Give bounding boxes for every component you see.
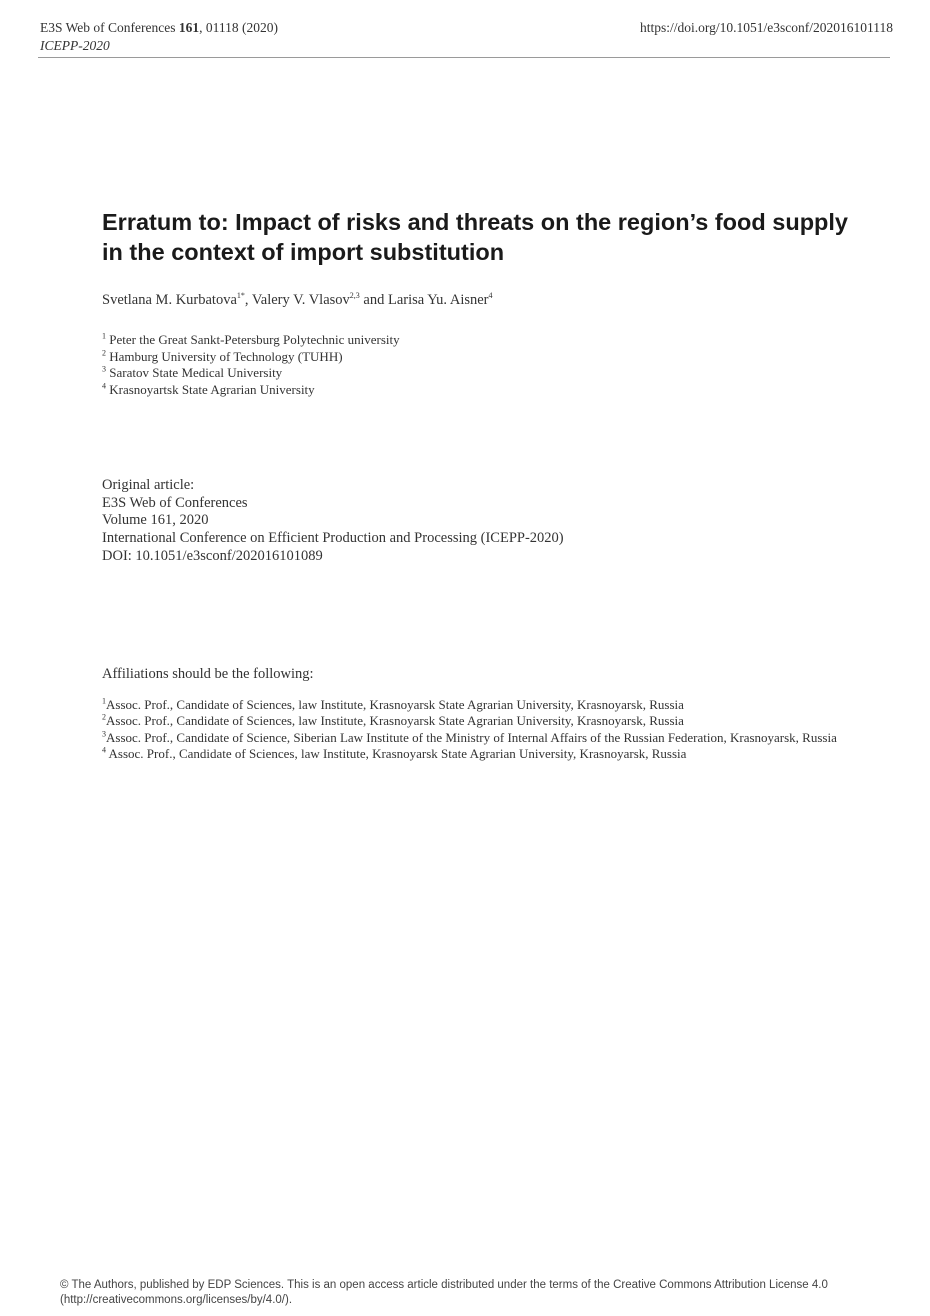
author: Larisa Yu. Aisner$^4$: [387, 291, 493, 308]
header-divider: [38, 57, 890, 58]
original-article-volume: Volume 161, 2020: [102, 512, 209, 529]
journal-volume: 161: [178, 20, 200, 35]
affiliation-item: $^1$ Peter the Great Sankt-Petersburg Polytechnic university: [102, 331, 400, 347]
license-footer: [60, 1278, 877, 1308]
license-text: © The Authors, published by EDP Sciences. This is an open access article distributed under the terms of the Creative Commons Attribution License 4.0: [60, 1279, 828, 1291]
original-article-info: [102, 477, 564, 566]
license-url[interactable]: (http://creativecommons.org/licenses/by/4.0/).: [60, 1294, 293, 1306]
conference-name: ICEPP-2020: [40, 38, 110, 53]
corrected-affiliation-item: $^3$Assoc. Prof., Candidate of Science, Siberian Law Institute of the Ministry of Internal Affairs of the Russian Federation, Krasnoyarsk, Russia: [102, 729, 837, 745]
author-affiliation-mark: 1*: [236, 291, 245, 301]
author-affiliation-mark: 2,3: [349, 291, 360, 301]
affiliation-item: $^2$ Hamburg University of Technology (TUHH): [102, 348, 343, 364]
affiliation-item: $^4$ Krasnoyartsk State Agrarian University: [102, 381, 315, 397]
corrected-affiliation-item: $^4$ Assoc. Prof., Candidate of Sciences, law Institute, Krasnoyarsk State Agrarian University, Krasnoyarsk, Russia: [102, 745, 687, 761]
original-article-conference: International Conference on Efficient Production and Processing (ICEPP-2020): [102, 530, 564, 547]
original-article-doi: DOI: 10.1051/e3sconf/202016101089: [102, 547, 323, 564]
author: Valery V. Vlasov$^{2,3}$ and: [251, 291, 388, 308]
correction-heading: Affiliations should be the following:: [102, 666, 314, 682]
original-article-label: Original article:: [102, 477, 195, 493]
author: Svetlana M. Kurbatova$^{1*}$,: [102, 291, 252, 308]
paper-title: Erratum to: Impact of risks and threats on the region’s food supply in the context of import substitution: [102, 209, 848, 265]
author-list: [102, 292, 493, 309]
doi-link[interactable]: https://doi.org/10.1051/e3sconf/202016101118: [640, 20, 893, 35]
journal-citation: E3S Web of Conferences 161, 01118 (2020): [40, 20, 279, 35]
original-article-journal: E3S Web of Conferences: [102, 494, 248, 511]
affiliation-item: $^3$ Saratov State Medical University: [102, 364, 283, 380]
corrected-affiliation-item: $^2$Assoc. Prof., Candidate of Sciences, law Institute, Krasnoyarsk State Agrarian University, Krasnoyarsk, Russia: [102, 712, 684, 729]
corrected-affiliation-item: $^1$Assoc. Prof., Candidate of Sciences, law Institute, Krasnoyarsk State Agrarian University, Krasnoyarsk, Russia: [102, 696, 684, 712]
running-header-left: [40, 20, 278, 54]
corrected-affiliation-list: [102, 697, 872, 762]
author-affiliation-mark: 4: [488, 291, 493, 301]
affiliation-list: [102, 332, 400, 398]
